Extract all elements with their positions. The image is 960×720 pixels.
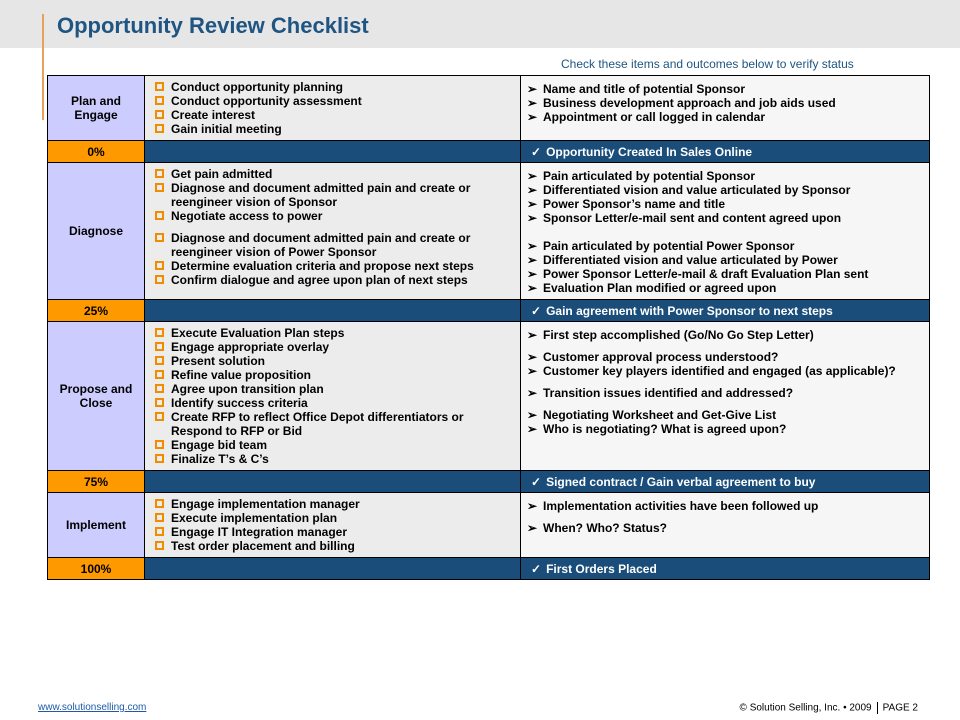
footer-separator	[877, 702, 878, 714]
outcome-item	[527, 197, 921, 211]
activity-item[interactable]	[155, 497, 512, 511]
arrow-bullet-icon: ➢	[527, 169, 538, 183]
percent-complete: 25%	[48, 300, 145, 322]
activities-cell	[145, 493, 521, 558]
activity-text: Get pain admitted	[171, 167, 273, 181]
milestone-text: Signed contract / Gain verbal agreement to buy	[546, 474, 816, 489]
arrow-bullet-icon: ➢	[527, 96, 538, 110]
milestone-cell	[521, 141, 930, 163]
activity-text: Create RFP to reflect Office Depot differentiators or Respond to RFP or Bid	[171, 410, 464, 438]
milestone-row	[48, 300, 930, 322]
arrow-bullet-icon: ➢	[527, 422, 538, 436]
checkbox-icon[interactable]	[155, 356, 164, 365]
activity-item[interactable]	[155, 122, 512, 136]
activity-item[interactable]	[155, 94, 512, 108]
activity-item[interactable]	[155, 167, 512, 181]
outcome-text: Power Sponsor’s name and title	[543, 197, 726, 211]
checkbox-icon[interactable]	[155, 342, 164, 351]
outcome-item	[527, 267, 921, 281]
arrow-bullet-icon: ➢	[527, 408, 538, 422]
activity-item[interactable]	[155, 259, 512, 273]
activity-item[interactable]	[155, 80, 512, 94]
milestone-text: Gain agreement with Power Sponsor to next steps	[546, 303, 833, 318]
outcome-item	[527, 211, 921, 225]
arrow-bullet-icon: ➢	[527, 350, 538, 364]
outcome-text: Business development approach and job aids used	[543, 96, 836, 110]
activity-text: Present solution	[171, 354, 266, 368]
activity-text: Execute Evaluation Plan steps	[171, 326, 345, 340]
outcome-item	[527, 521, 921, 535]
checkbox-icon[interactable]	[155, 82, 164, 91]
outcome-text: Negotiating Worksheet and Get-Give List	[543, 408, 777, 422]
outcome-item	[527, 169, 921, 183]
outcome-text: Customer approval process understood?	[543, 350, 779, 364]
activity-text: Engage IT Integration manager	[171, 525, 348, 539]
checkbox-icon[interactable]	[155, 96, 164, 105]
checkbox-icon[interactable]	[155, 183, 164, 192]
checkbox-icon[interactable]	[155, 261, 164, 270]
outcome-text: Differentiated vision and value articulated by Power	[543, 253, 838, 267]
checkbox-icon[interactable]	[155, 233, 164, 242]
activity-item[interactable]	[155, 354, 512, 368]
stage-row	[48, 493, 930, 558]
activity-item[interactable]	[155, 438, 512, 452]
outcome-item	[527, 364, 921, 378]
arrow-bullet-icon: ➢	[527, 281, 538, 295]
checkbox-icon[interactable]	[155, 513, 164, 522]
percent-complete: 0%	[48, 141, 145, 163]
milestone-bar	[145, 471, 521, 493]
activity-text: Identify success criteria	[171, 396, 308, 410]
arrow-bullet-icon: ➢	[527, 386, 538, 400]
activity-item[interactable]	[155, 340, 512, 354]
activity-text: Diagnose and document admitted pain and create or reengineer vision of Power Sponsor	[171, 231, 471, 259]
milestone-bar	[145, 558, 521, 580]
outcome-text: Who is negotiating? What is agreed upon?	[543, 422, 787, 436]
copyright-text: © Solution Selling, Inc. • 2009	[739, 702, 872, 714]
milestone-bar	[145, 141, 521, 163]
outcome-text: Customer key players identified and engaged (as applicable)?	[543, 364, 896, 378]
milestone-cell	[521, 558, 930, 580]
outcome-item	[527, 499, 921, 513]
checkbox-icon[interactable]	[155, 412, 164, 421]
activity-text: Confirm dialogue and agree upon plan of next steps	[171, 273, 468, 287]
page-number: PAGE 2	[882, 702, 918, 714]
checkbox-icon[interactable]	[155, 384, 164, 393]
activities-cell	[145, 322, 521, 471]
checkbox-icon[interactable]	[155, 454, 164, 463]
milestone-cell	[521, 300, 930, 322]
activity-text: Execute implementation plan	[171, 511, 338, 525]
activity-text: Create interest	[171, 108, 256, 122]
activity-item[interactable]	[155, 231, 512, 259]
outcome-text: Pain articulated by potential Sponsor	[543, 169, 756, 183]
checkmark-icon: ✓	[531, 144, 542, 159]
outcome-item	[527, 386, 921, 400]
activity-text: Agree upon transition plan	[171, 382, 324, 396]
checklist-table	[47, 75, 930, 580]
checkbox-icon[interactable]	[155, 527, 164, 536]
activity-item[interactable]	[155, 525, 512, 539]
outcome-text: Sponsor Letter/e-mail sent and content agreed upon	[543, 211, 842, 225]
outcomes-cell	[521, 322, 930, 471]
activity-text: Negotiate access to power	[171, 209, 323, 223]
checkbox-icon[interactable]	[155, 440, 164, 449]
outcome-text: Pain articulated by potential Power Sponsor	[543, 239, 795, 253]
activity-text: Refine value proposition	[171, 368, 312, 382]
milestone-text: First Orders Placed	[546, 561, 657, 576]
activity-text: Engage appropriate overlay	[171, 340, 330, 354]
arrow-bullet-icon: ➢	[527, 183, 538, 197]
outcome-item	[527, 183, 921, 197]
outcome-item	[527, 350, 921, 364]
arrow-bullet-icon: ➢	[527, 499, 538, 513]
outcome-text: Appointment or call logged in calendar	[543, 110, 766, 124]
outcome-item	[527, 110, 921, 124]
outcome-item	[527, 82, 921, 96]
activity-text: Gain initial meeting	[171, 122, 282, 136]
activity-item[interactable]	[155, 209, 512, 223]
activity-text: Engage implementation manager	[171, 497, 360, 511]
checkmark-icon: ✓	[531, 303, 542, 318]
activities-cell	[145, 163, 521, 300]
checkbox-icon[interactable]	[155, 398, 164, 407]
arrow-bullet-icon: ➢	[527, 211, 538, 225]
outcome-text: Differentiated vision and value articulated by Sponsor	[543, 183, 851, 197]
stage-row	[48, 76, 930, 141]
stage-name: Plan and Engage	[48, 76, 145, 141]
page-title: Opportunity Review Checklist	[57, 13, 369, 38]
outcome-text: Evaluation Plan modified or agreed upon	[543, 281, 777, 295]
milestone-text: Opportunity Created In Sales Online	[546, 144, 753, 159]
activity-item[interactable]	[155, 396, 512, 410]
checkbox-icon[interactable]	[155, 275, 164, 284]
activity-text: Conduct opportunity planning	[171, 80, 343, 94]
activity-item[interactable]	[155, 410, 512, 438]
outcome-item	[527, 422, 921, 436]
activity-item[interactable]	[155, 511, 512, 525]
stage-name: Implement	[48, 493, 145, 558]
outcome-item	[527, 239, 921, 253]
checkbox-icon[interactable]	[155, 370, 164, 379]
activity-item[interactable]	[155, 368, 512, 382]
outcome-item	[527, 253, 921, 267]
milestone-row	[48, 141, 930, 163]
activity-item[interactable]	[155, 108, 512, 122]
stage-name: Propose and Close	[48, 322, 145, 471]
activity-item[interactable]	[155, 452, 512, 466]
activity-item[interactable]	[155, 273, 512, 287]
activity-item[interactable]	[155, 326, 512, 340]
milestone-row	[48, 471, 930, 493]
arrow-bullet-icon: ➢	[527, 364, 538, 378]
outcome-item	[527, 96, 921, 110]
activities-cell	[145, 76, 521, 141]
outcome-text: Transition issues identified and addressed?	[543, 386, 794, 400]
percent-complete: 75%	[48, 471, 145, 493]
arrow-bullet-icon: ➢	[527, 253, 538, 267]
activity-text: Engage bid team	[171, 438, 268, 452]
arrow-bullet-icon: ➢	[527, 82, 538, 96]
outcome-item	[527, 281, 921, 295]
outcomes-cell	[521, 76, 930, 141]
activity-item[interactable]	[155, 382, 512, 396]
outcome-text: Implementation activities have been followed up	[543, 499, 819, 513]
checkmark-icon: ✓	[531, 474, 542, 489]
activity-item[interactable]	[155, 181, 512, 209]
milestone-row	[48, 558, 930, 580]
stage-name: Diagnose	[48, 163, 145, 300]
footer-link[interactable]: www.solutionselling.com	[38, 702, 147, 713]
checkbox-icon[interactable]	[155, 169, 164, 178]
checkbox-icon[interactable]	[155, 328, 164, 337]
footer-copyright	[740, 702, 918, 714]
arrow-bullet-icon: ➢	[527, 267, 538, 281]
percent-complete: 100%	[48, 558, 145, 580]
stage-row	[48, 163, 930, 300]
checkbox-icon[interactable]	[155, 110, 164, 119]
activity-item[interactable]	[155, 539, 512, 553]
arrow-bullet-icon: ➢	[527, 110, 538, 124]
outcome-text: Name and title of potential Sponsor	[543, 82, 746, 96]
outcome-text: When? Who? Status?	[543, 521, 667, 535]
activity-text: Test order placement and billing	[171, 539, 355, 553]
page-subtitle: Check these items and outcomes below to verify status	[561, 57, 854, 71]
arrow-bullet-icon: ➢	[527, 521, 538, 535]
outcome-item	[527, 408, 921, 422]
outcome-item	[527, 328, 921, 342]
arrow-bullet-icon: ➢	[527, 197, 538, 211]
milestone-cell	[521, 471, 930, 493]
arrow-bullet-icon: ➢	[527, 239, 538, 253]
activity-text: Conduct opportunity assessment	[171, 94, 362, 108]
outcome-text: First step accomplished (Go/No Go Step Letter)	[543, 328, 814, 342]
outcomes-cell	[521, 493, 930, 558]
milestone-bar	[145, 300, 521, 322]
arrow-bullet-icon: ➢	[527, 328, 538, 342]
checkbox-icon[interactable]	[155, 541, 164, 550]
accent-line	[42, 14, 44, 120]
checkbox-icon[interactable]	[155, 124, 164, 133]
checkbox-icon[interactable]	[155, 211, 164, 220]
outcome-text: Power Sponsor Letter/e-mail & draft Evaluation Plan sent	[543, 267, 869, 281]
activity-text: Diagnose and document admitted pain and create or reengineer vision of Sponsor	[171, 181, 471, 209]
checkbox-icon[interactable]	[155, 499, 164, 508]
stage-row	[48, 322, 930, 471]
activity-text: Finalize T’s & C’s	[171, 452, 269, 466]
outcomes-cell	[521, 163, 930, 300]
activity-text: Determine evaluation criteria and propose next steps	[171, 259, 474, 273]
checkmark-icon: ✓	[531, 561, 542, 576]
